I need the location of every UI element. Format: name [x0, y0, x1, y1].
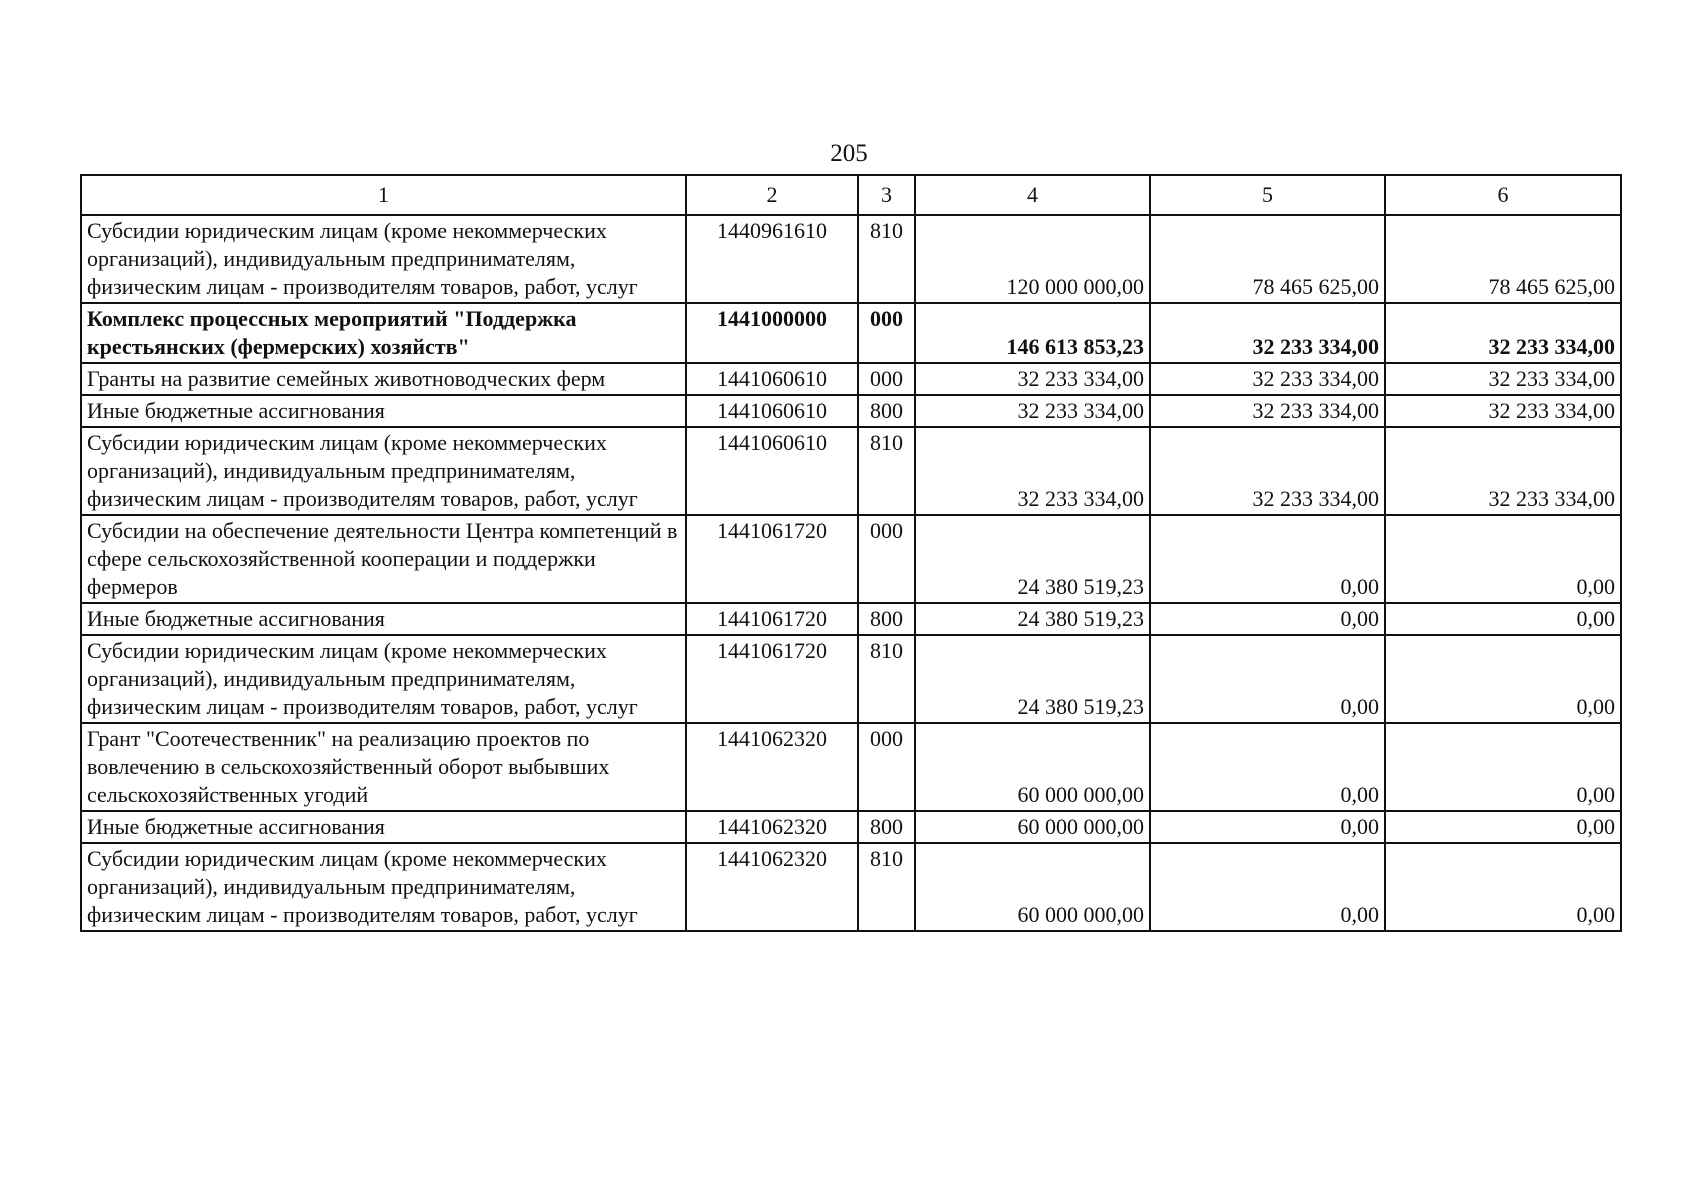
- row-vr-code: 800: [858, 395, 915, 427]
- row-value-col6: 32 233 334,00: [1385, 427, 1621, 515]
- row-value-col5: 0,00: [1150, 723, 1385, 811]
- row-name: Субсидии юридическим лицам (кроме некоммерческих организаций), индивидуальным предпринимателям, физическим лицам - производителям товаров, работ, услуг: [81, 427, 686, 515]
- table-row: [81, 215, 1621, 303]
- header-col-4: 4: [915, 175, 1150, 215]
- row-value-col5: 0,00: [1150, 811, 1385, 843]
- row-value-col5: 32 233 334,00: [1150, 395, 1385, 427]
- header-col-3: 3: [858, 175, 915, 215]
- row-value-col6: 78 465 625,00: [1385, 215, 1621, 303]
- row-csr-code: 1441060610: [686, 395, 858, 427]
- row-csr-code: 1441060610: [686, 427, 858, 515]
- table-row: [81, 635, 1621, 723]
- row-value-col4: 24 380 519,23: [915, 603, 1150, 635]
- page-number: 205: [830, 140, 868, 167]
- row-value-col4: 60 000 000,00: [915, 843, 1150, 931]
- row-name: Иные бюджетные ассигнования: [81, 603, 686, 635]
- row-value-col5: 32 233 334,00: [1150, 303, 1385, 363]
- row-value-col4: 120 000 000,00: [915, 215, 1150, 303]
- row-value-col4: 24 380 519,23: [915, 515, 1150, 603]
- row-csr-code: 1441060610: [686, 363, 858, 395]
- row-vr-code: 000: [858, 723, 915, 811]
- row-name: Субсидии юридическим лицам (кроме некоммерческих организаций), индивидуальным предпринимателям, физическим лицам - производителям товаров, работ, услуг: [81, 215, 686, 303]
- table-row: [81, 603, 1621, 635]
- row-value-col5: 78 465 625,00: [1150, 215, 1385, 303]
- row-csr-code: 1441061720: [686, 603, 858, 635]
- table-row: [81, 395, 1621, 427]
- table-row: [81, 843, 1621, 931]
- row-csr-code: 1440961610: [686, 215, 858, 303]
- row-vr-code: 810: [858, 635, 915, 723]
- row-csr-code: 1441061720: [686, 635, 858, 723]
- row-name: Гранты на развитие семейных животноводческих ферм: [81, 363, 686, 395]
- row-value-col5: 0,00: [1150, 635, 1385, 723]
- row-value-col6: 0,00: [1385, 843, 1621, 931]
- row-value-col4: 146 613 853,23: [915, 303, 1150, 363]
- row-vr-code: 000: [858, 303, 915, 363]
- row-csr-code: 1441000000: [686, 303, 858, 363]
- row-value-col5: 32 233 334,00: [1150, 363, 1385, 395]
- row-name: Субсидии юридическим лицам (кроме некоммерческих организаций), индивидуальным предпринимателям, физическим лицам - производителям товаров, работ, услуг: [81, 843, 686, 931]
- row-vr-code: 000: [858, 363, 915, 395]
- row-value-col6: 0,00: [1385, 811, 1621, 843]
- row-name: Грант "Соотечественник" на реализацию проектов по вовлечению в сельскохозяйственный оборот выбывших сельскохозяйственных угодий: [81, 723, 686, 811]
- row-vr-code: 810: [858, 215, 915, 303]
- table-row: [81, 723, 1621, 811]
- header-col-5: 5: [1150, 175, 1385, 215]
- row-vr-code: 800: [858, 603, 915, 635]
- row-name: Иные бюджетные ассигнования: [81, 811, 686, 843]
- table-row: [81, 363, 1621, 395]
- row-value-col5: 0,00: [1150, 515, 1385, 603]
- row-value-col6: 32 233 334,00: [1385, 395, 1621, 427]
- row-value-col4: 60 000 000,00: [915, 811, 1150, 843]
- row-value-col4: 32 233 334,00: [915, 427, 1150, 515]
- row-vr-code: 810: [858, 843, 915, 931]
- row-csr-code: 1441062320: [686, 811, 858, 843]
- row-csr-code: 1441062320: [686, 723, 858, 811]
- header-col-1: 1: [81, 175, 686, 215]
- header-row: [81, 175, 1621, 215]
- row-csr-code: 1441062320: [686, 843, 858, 931]
- row-value-col5: 32 233 334,00: [1150, 427, 1385, 515]
- row-value-col6: 32 233 334,00: [1385, 363, 1621, 395]
- row-value-col6: 0,00: [1385, 603, 1621, 635]
- row-csr-code: 1441061720: [686, 515, 858, 603]
- row-value-col6: 32 233 334,00: [1385, 303, 1621, 363]
- row-name: Комплекс процессных мероприятий "Поддержка крестьянских (фермерских) хозяйств": [81, 303, 686, 363]
- budget-table: [80, 174, 1622, 932]
- row-vr-code: 810: [858, 427, 915, 515]
- table-row-bold: [81, 303, 1621, 363]
- row-vr-code: 800: [858, 811, 915, 843]
- table-row: [81, 427, 1621, 515]
- row-name: Иные бюджетные ассигнования: [81, 395, 686, 427]
- row-value-col4: 24 380 519,23: [915, 635, 1150, 723]
- row-value-col6: 0,00: [1385, 635, 1621, 723]
- row-vr-code: 000: [858, 515, 915, 603]
- row-value-col4: 60 000 000,00: [915, 723, 1150, 811]
- row-name: Субсидии юридическим лицам (кроме некоммерческих организаций), индивидуальным предпринимателям, физическим лицам - производителям товаров, работ, услуг: [81, 635, 686, 723]
- row-value-col5: 0,00: [1150, 843, 1385, 931]
- row-value-col6: 0,00: [1385, 723, 1621, 811]
- row-value-col5: 0,00: [1150, 603, 1385, 635]
- table-row: [81, 515, 1621, 603]
- row-value-col4: 32 233 334,00: [915, 395, 1150, 427]
- header-col-2: 2: [686, 175, 858, 215]
- row-value-col4: 32 233 334,00: [915, 363, 1150, 395]
- header-col-6: 6: [1385, 175, 1621, 215]
- table-row: [81, 811, 1621, 843]
- row-name: Субсидии на обеспечение деятельности Центра компетенций в сфере сельскохозяйственной кооперации и поддержки фермеров: [81, 515, 686, 603]
- row-value-col6: 0,00: [1385, 515, 1621, 603]
